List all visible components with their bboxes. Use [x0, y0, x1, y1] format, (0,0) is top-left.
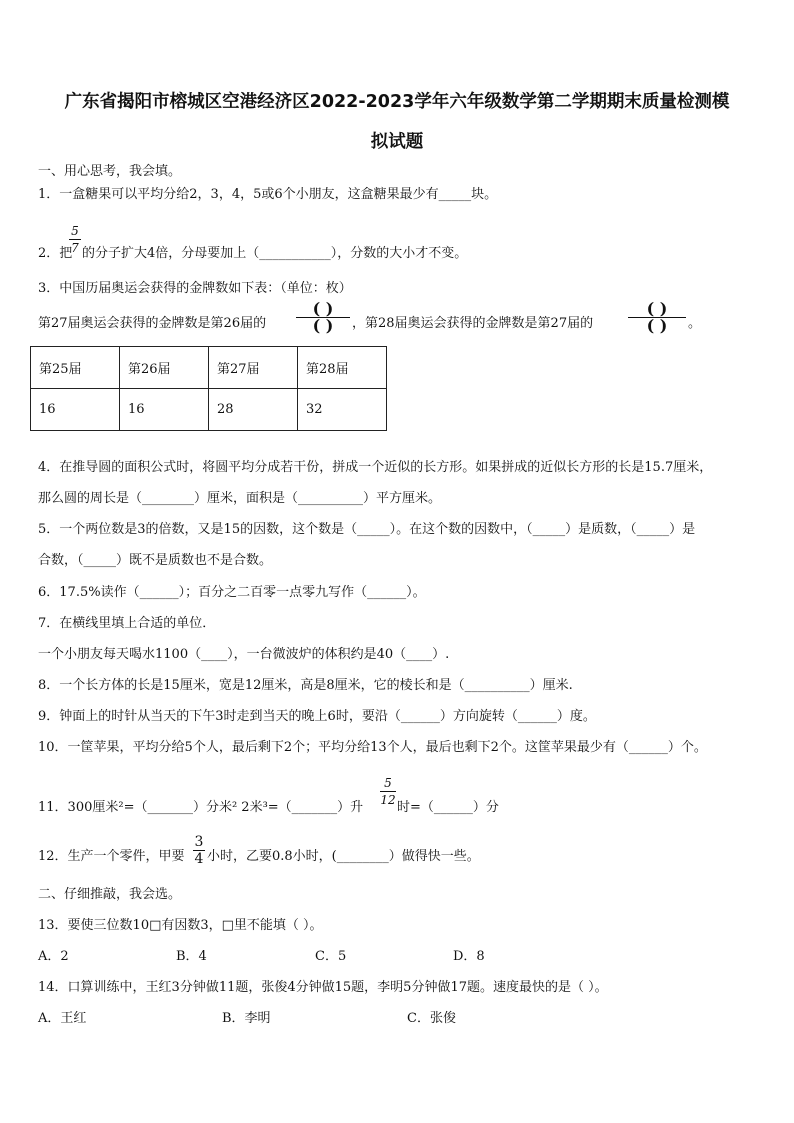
fraction-5-12: [380, 776, 396, 807]
section-heading-2: 二、仔细推敲，我会选。: [38, 887, 182, 902]
fraction-numerator: 3: [194, 834, 204, 850]
question-3-part-a: 第27届奥运会获得的金牌数是第26届的: [38, 316, 267, 331]
question-7-line2: 一个小朋友每天喝水1100（____），一台微波炉的体积约是40（____）.: [38, 647, 450, 662]
option-a: A．2: [38, 949, 69, 964]
table-header-cell: 第25届: [31, 347, 120, 389]
table-header-row: [31, 347, 387, 389]
blank-fraction-1: [296, 299, 350, 335]
option-b: B．李明: [222, 1011, 271, 1026]
question-14: 14．口算训练中，王红3分钟做11题，张俊4分钟做15题，李明5分钟做17题。速度最快的是（ ）。: [38, 980, 608, 995]
blank-numerator: ( ): [312, 299, 334, 318]
fraction-5-7: [69, 224, 81, 255]
question-12-part-b: 小时，乙要0.8小时，(________）做得快一些。: [207, 849, 480, 864]
fraction-numerator: 5: [71, 224, 79, 238]
fraction-3-4: [193, 835, 205, 866]
question-11-part-a: 11．300厘米²=（_______）分米² 2米³=（_______）升: [38, 800, 364, 815]
question-7-line1: 7．在横线里填上合适的单位．: [38, 616, 216, 631]
fraction-denominator: 4: [194, 851, 204, 867]
question-2-suffix: 的分子扩大4倍，分母要加上（___________），分数的大小才不变。: [82, 246, 468, 261]
blank-denominator: ( ): [646, 316, 668, 335]
fraction-numerator: 5: [384, 776, 392, 790]
question-5-line2: 合数，（_____）既不是质数也不是合数。: [38, 553, 273, 568]
question-2-prefix: 2．把: [38, 246, 73, 261]
question-13: 13．要使三位数10□有因数3，□里不能填（ ）。: [38, 918, 323, 933]
question-4-line1: 4．在推导圆的面积公式时，将圆平均分成若干份，拼成一个近似的长方形。如果拼成的近似长方形的长是15.7厘米，: [38, 460, 713, 475]
medal-table: [30, 346, 387, 431]
question-5-line1: 5．一个两位数是3的倍数，又是15的因数，这个数是（_____）。在这个数的因数中，（_____）是质数，（_____）是: [38, 522, 696, 537]
page-title-line2: 拟试题: [370, 132, 424, 152]
blank-denominator: ( ): [312, 316, 334, 335]
question-11-part-b: 时=（______）分: [397, 800, 499, 815]
option-a: A．王红: [38, 1011, 87, 1026]
table-cell: 28: [209, 389, 298, 431]
fraction-denominator: 12: [380, 793, 396, 807]
question-3-end: 。: [688, 316, 702, 331]
table-cell: 32: [298, 389, 387, 431]
table-row: [31, 389, 387, 431]
option-c: C．张俊: [407, 1011, 456, 1026]
option-c: C．5: [315, 949, 347, 964]
table-header-cell: 第26届: [120, 347, 209, 389]
table-cell: 16: [31, 389, 120, 431]
table-header-cell: 第28届: [298, 347, 387, 389]
question-12-part-a: 12．生产一个零件，甲要: [38, 849, 185, 864]
question-3-part-b: ，第28届奥运会获得的金牌数是第27届的: [352, 316, 594, 331]
blank-fraction-2: [628, 299, 686, 335]
question-1: 1．一盒糖果可以平均分给2，3，4，5或6个小朋友，这盒糖果最少有_____块。: [38, 187, 498, 202]
question-9: 9．钟面上的时针从当天的下午3时走到当天的晚上6时，要沿（______）方向旋转（______）度。: [38, 709, 596, 724]
section-heading-1: 一、用心思考，我会填。: [38, 164, 182, 179]
page-title: 广东省揭阳市榕城区空港经济区2022-2023学年六年级数学第二学期期末质量检测模: [64, 92, 730, 112]
option-d: D．8: [453, 949, 485, 964]
question-3-intro: 3．中国历届奥运会获得的金牌数如下表：（单位：枚）: [38, 281, 352, 296]
question-10: 10．一筐苹果，平均分给5个人，最后剩下2个；平均分给13个人，最后也剩下2个。这筐苹果最少有（______）个。: [38, 740, 707, 755]
question-4-line2: 那么圆的周长是（________）厘米，面积是（__________）平方厘米。: [38, 491, 442, 506]
table-cell: 16: [120, 389, 209, 431]
question-6: 6．17.5%读作（______）；百分之二百零一点零九写作（______）。: [38, 585, 426, 600]
blank-numerator: ( ): [646, 299, 668, 318]
question-8: 8．一个长方体的长是15厘米，宽是12厘米，高是8厘米，它的棱长和是（__________）厘米.: [38, 678, 573, 693]
fraction-denominator: 7: [71, 241, 79, 255]
option-b: B．4: [176, 949, 207, 964]
table-header-cell: 第27届: [209, 347, 298, 389]
